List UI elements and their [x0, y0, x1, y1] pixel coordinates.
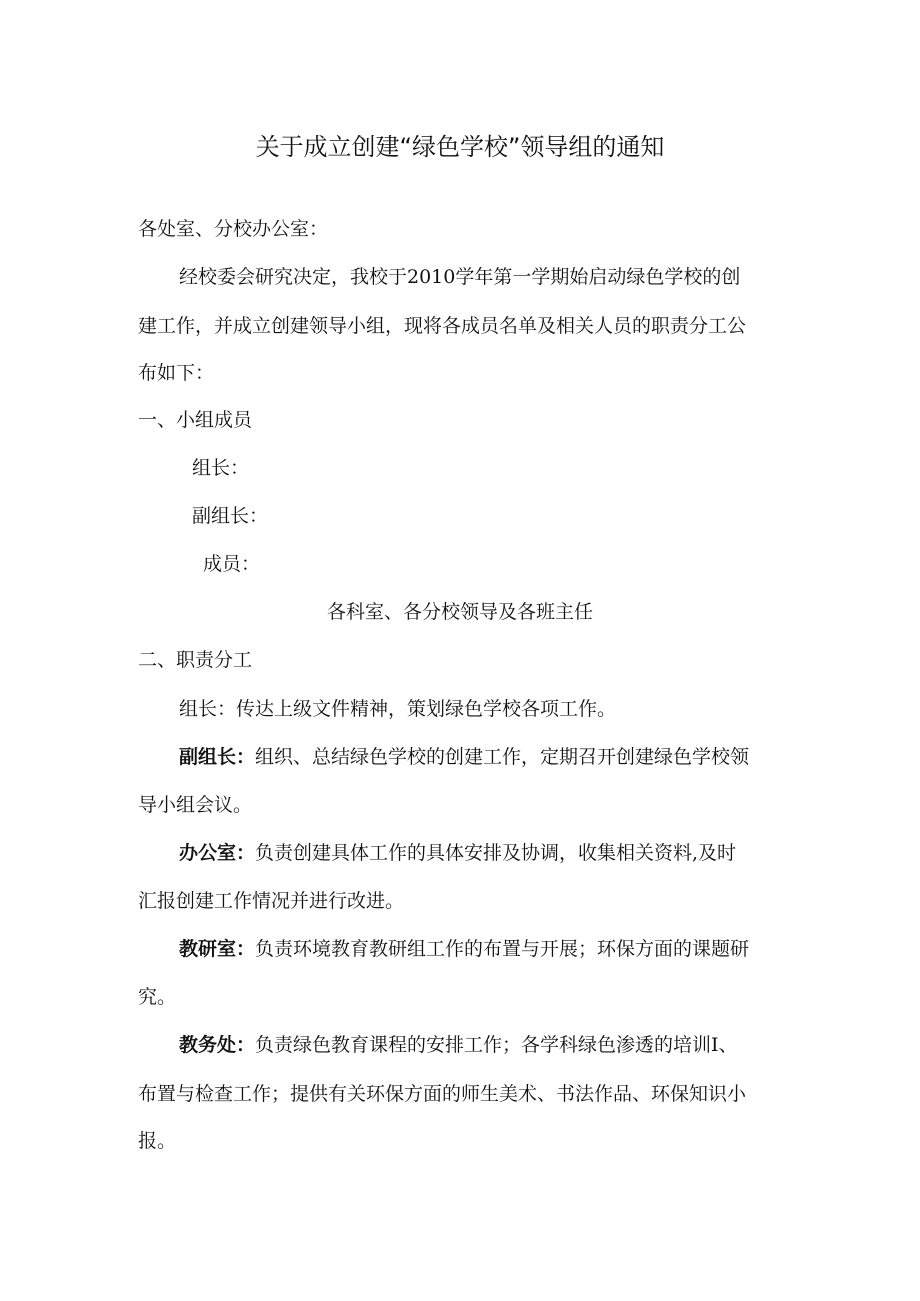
duty-office-text-1: 负责创建具体工作的具体安排及协调，收集相关资料,及时 — [255, 842, 737, 864]
document-title: 关于成立创建“绿色学校”领导组的通知 — [255, 133, 665, 161]
duty-deputy-line-2: 导小组会议。 — [138, 794, 253, 816]
intro-line-2: 建工作，并成立创建领导小组，现将各成员名单及相关人员的职责分工公 — [138, 315, 747, 337]
intro-line-1: 经校委会研究决定，我校于2010学年第一学期始启动绿色学校的创 — [179, 266, 741, 288]
member-member-label: 成员： — [203, 553, 261, 575]
duty-deputy-text-1: 组织、总结绿色学校的创建工作，定期召开创建绿色学校领 — [255, 746, 750, 768]
duty-deputy-label: 副组长： — [179, 746, 256, 768]
duty-affairs-line-2: 布置与检查工作；提供有关环保方面的师生美术、书法作品、环保知识小 — [138, 1083, 747, 1105]
duty-affairs-line-3: 报。 — [138, 1130, 177, 1152]
member-leader-label: 组长： — [192, 457, 250, 479]
duty-office-line-1 — [179, 838, 736, 868]
duty-affairs-label: 教务处： — [179, 1034, 256, 1056]
duty-research-line-2: 究。 — [138, 986, 177, 1008]
section-heading-members: 一、小组成员 — [138, 409, 253, 431]
duty-affairs-line-1 — [179, 1030, 738, 1060]
duty-research-line-1 — [179, 934, 749, 964]
duty-research-label: 教研室： — [179, 938, 256, 960]
duty-office-label: 办公室： — [179, 842, 256, 864]
duty-affairs-text-1: 负责绿色教育课程的安排工作；各学科绿色渗透的培训Ⅰ、 — [255, 1034, 738, 1056]
intro-line-3: 布如下： — [138, 362, 215, 384]
duty-leader-line: 组长：传达上级文件精神，策划绿色学校各项工作。 — [179, 698, 617, 720]
duty-research-text-1: 负责环境教育教研组工作的布置与开展；环保方面的课题研 — [255, 938, 750, 960]
member-detail: 各科室、各分校领导及各班主任 — [326, 601, 593, 623]
salutation: 各处室、分校办公室： — [138, 218, 329, 240]
section-heading-duties: 二、职责分工 — [138, 649, 253, 671]
duty-deputy-line-1 — [179, 742, 749, 772]
duty-office-line-2: 汇报创建工作情况并进行改进。 — [138, 890, 405, 912]
member-deputy-label: 副组长： — [192, 505, 269, 527]
